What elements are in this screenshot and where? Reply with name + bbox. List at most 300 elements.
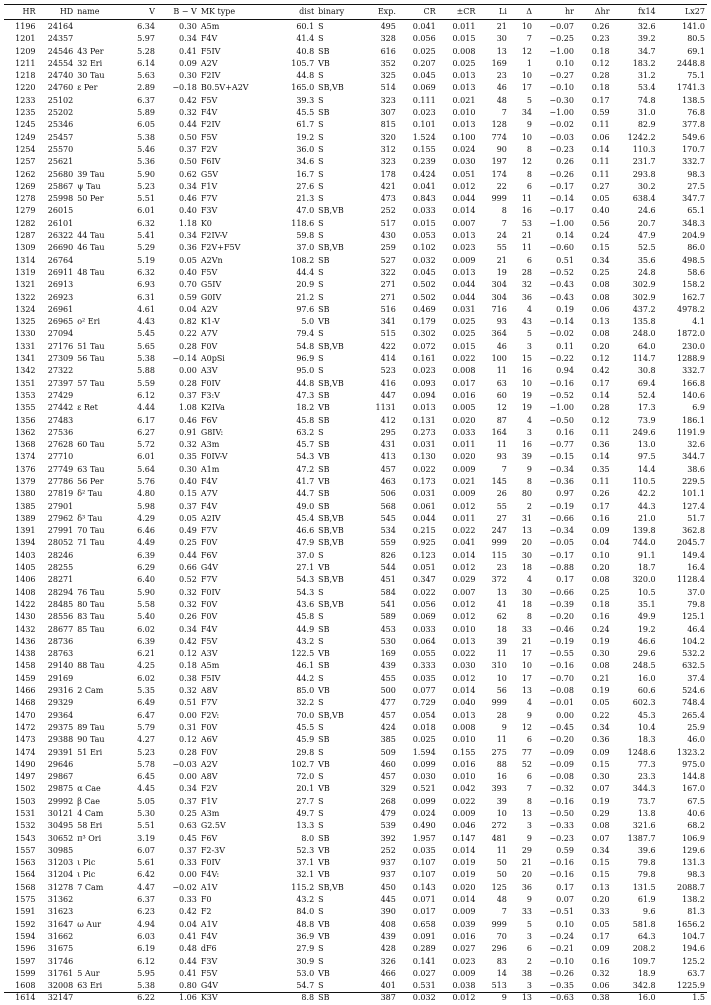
table-cell: SB,VB — [318, 526, 344, 536]
table-row — [4, 820, 707, 832]
table-cell: F4V — [200, 476, 218, 486]
table-cell: 10 — [496, 673, 507, 683]
column-header: dist — [274, 5, 316, 20]
table-cell: S — [318, 34, 324, 44]
table-cell: 0.055 — [412, 649, 436, 659]
table-cell: 2045.7 — [677, 538, 705, 548]
table-cell: 0.729 — [412, 698, 436, 708]
table-cell: ι Pic — [77, 858, 96, 868]
table-cell: 0.26 — [556, 157, 574, 167]
table-cell — [75, 279, 121, 291]
table-cell: 6.17 — [137, 415, 155, 425]
table-cell: 422 — [380, 341, 396, 351]
table-cell: 0.22 — [179, 329, 197, 339]
table-cell: 100 — [491, 354, 507, 364]
table-row — [4, 279, 707, 291]
table-cell: 0.05 — [591, 194, 610, 204]
table-cell: 0.023 — [452, 243, 476, 253]
table-cell: 37.0 — [296, 243, 315, 253]
table-cell: 44.4 — [296, 267, 315, 277]
table-cell: 29140 — [47, 661, 74, 671]
table-cell: 31623 — [47, 907, 74, 917]
table-cell: 71 Tau — [77, 538, 105, 548]
table-cell: 0.013 — [412, 403, 436, 413]
column-header: V — [121, 5, 157, 20]
column-header: binary — [316, 5, 362, 20]
table-cell: 466 — [380, 968, 396, 978]
table-cell — [75, 255, 121, 267]
table-cell: SB — [318, 993, 330, 1003]
table-cell: 26923 — [47, 292, 74, 302]
table-cell: 6.12 — [137, 956, 155, 966]
table-cell: 296 — [491, 944, 507, 954]
table-cell: 0.044 — [452, 280, 476, 290]
table-cell: 31746 — [47, 956, 74, 966]
table-cell: G5V — [200, 169, 219, 179]
table-row — [4, 734, 707, 746]
table-cell: S — [318, 366, 324, 376]
table-cell: 0.008 — [452, 366, 476, 376]
table-cell: 26015 — [47, 206, 74, 216]
table-cell: 13.8 — [637, 809, 656, 818]
table-cell: 24546 — [47, 46, 74, 56]
table-cell: K3V — [200, 993, 218, 1003]
table-cell: 25346 — [47, 120, 74, 130]
table-cell: 52 — [521, 759, 533, 769]
table-cell: 36 — [521, 292, 533, 302]
table-cell: SB,VB — [318, 83, 344, 93]
table-cell: 545 — [380, 513, 396, 523]
table-cell: S — [318, 981, 324, 991]
table-cell: 0.18 — [591, 46, 610, 56]
table-cell: 5.51 — [137, 194, 155, 204]
table-cell: 139.8 — [632, 526, 656, 536]
table-cell: 0.37 — [179, 501, 197, 511]
table-cell: 0.00 — [179, 772, 197, 782]
table-cell: 0.10 — [556, 919, 574, 929]
table-cell: G4V — [200, 981, 219, 991]
table-cell: 0.59 — [591, 108, 610, 118]
table-cell: 53.0 — [296, 968, 315, 978]
table-cell: 131.5 — [632, 882, 656, 892]
table-cell: 0.029 — [452, 575, 476, 585]
table-cell: 0.44 — [179, 956, 197, 966]
table-cell: 0.025 — [412, 46, 436, 56]
table-cell: 1458 — [15, 661, 36, 671]
table-cell: S — [318, 132, 324, 142]
table-cell: 6.39 — [137, 550, 155, 560]
table-cell: 0.37 — [179, 796, 197, 806]
table-row — [4, 107, 707, 119]
table-cell: S — [318, 673, 324, 683]
table-cell: −0.63 — [549, 993, 574, 1003]
table-cell: 0.50 — [179, 132, 197, 142]
table-cell: 6 — [526, 735, 533, 745]
table-cell: 0.14 — [591, 144, 610, 154]
table-cell: 0.32 — [591, 968, 610, 978]
table-cell: 6.01 — [137, 452, 155, 462]
table-cell: K1-V — [200, 317, 220, 327]
table-cell: 125.1 — [682, 612, 705, 622]
table-cell: 52.4 — [637, 390, 656, 400]
table-cell: 30.2 — [637, 181, 656, 191]
table-row — [4, 882, 707, 894]
table-cell: F0V — [200, 599, 218, 609]
table-cell: 748.4 — [682, 698, 705, 708]
table-cell: 272 — [491, 821, 507, 831]
table-cell: 86.0 — [687, 243, 705, 253]
table-cell: 341 — [380, 317, 396, 327]
table-cell: 28246 — [47, 550, 74, 560]
table-cell: 29992 — [47, 796, 74, 806]
table-cell: 1597 — [15, 956, 36, 966]
table-cell: 0.40 — [591, 206, 610, 216]
table-cell: 0.107 — [412, 858, 436, 868]
table-cell: 10 — [521, 661, 533, 671]
table-cell: 0.13 — [591, 317, 610, 327]
table-cell: 0.024 — [412, 809, 436, 818]
table-cell: 47.2 — [296, 464, 315, 474]
table-row — [4, 365, 707, 377]
table-cell: 0.925 — [412, 538, 436, 548]
table-cell: F0IV — [200, 858, 221, 868]
table-cell: 1.18 — [179, 218, 197, 228]
table-cell: 5.64 — [137, 464, 155, 474]
table-cell: 5.28 — [137, 46, 155, 56]
table-cell: 744.0 — [632, 538, 656, 548]
table-cell: F2V — [200, 144, 218, 154]
table-cell: F2IV-V — [200, 231, 228, 241]
table-cell: −0.24 — [549, 931, 574, 941]
table-cell: 28763 — [47, 649, 74, 659]
table-cell: 28052 — [47, 538, 74, 548]
table-cell: 9 — [526, 833, 533, 843]
table-cell: 46.6 — [637, 636, 656, 646]
table-cell: SB,VB — [318, 710, 344, 720]
table-cell: −0.20 — [549, 612, 574, 622]
table-cell: 231.7 — [632, 157, 656, 167]
table-cell: 0.005 — [452, 403, 476, 413]
table-cell: 0.16 — [556, 427, 574, 437]
table-cell: 0.30 — [179, 71, 197, 81]
table-cell: 115.2 — [291, 882, 315, 892]
table-cell: 271 — [380, 280, 396, 290]
table-cell: 47.9 — [637, 231, 656, 241]
table-cell — [75, 759, 121, 771]
table-cell: 102.7 — [291, 759, 315, 769]
table-cell: F3:V — [200, 390, 220, 400]
table-cell: 39 — [521, 452, 533, 462]
table-cell: 0.041 — [452, 538, 476, 548]
table-cell: 7 — [501, 218, 507, 228]
table-cell: 5.30 — [137, 809, 155, 818]
table-cell: F2 — [200, 907, 212, 917]
column-header: CR — [398, 5, 438, 20]
table-cell: 332.7 — [682, 366, 705, 376]
table-cell: dF6 — [200, 944, 217, 954]
table-cell: 0.24 — [591, 231, 610, 241]
table-cell: S — [318, 292, 324, 302]
table-cell: 0.51 — [179, 698, 197, 708]
table-cell: 28 — [496, 710, 507, 720]
data-table — [4, 4, 707, 1005]
table-cell: 32.1 — [296, 870, 315, 880]
table-cell: SB — [318, 624, 330, 634]
table-cell: −0.17 — [549, 181, 574, 191]
table-cell: 67.5 — [687, 796, 705, 806]
table-cell: 0.11 — [591, 476, 610, 486]
table-cell: 4.49 — [137, 538, 155, 548]
table-cell: 0.024 — [452, 144, 476, 154]
table-cell: A1V — [200, 882, 218, 892]
table-cell: 393 — [491, 784, 507, 794]
table-row — [4, 894, 707, 906]
table-cell: 0.49 — [179, 526, 197, 536]
table-row — [4, 771, 707, 783]
table-cell: 60.1 — [296, 22, 315, 31]
table-cell: 48 — [496, 895, 507, 905]
table-cell: 3 — [526, 821, 533, 831]
table-cell: 0.022 — [412, 464, 436, 474]
table-row — [4, 328, 707, 340]
table-cell: 80 Tau — [77, 599, 105, 609]
table-cell: 18.7 — [637, 563, 656, 573]
table-cell: 6.22 — [137, 993, 155, 1003]
table-cell: 37.0 — [687, 587, 705, 597]
table-cell: 79.8 — [637, 858, 656, 868]
table-cell: 248.5 — [632, 661, 656, 671]
table-cell: 79.8 — [637, 870, 656, 880]
table-cell: 43 — [521, 317, 533, 327]
table-cell: 20.1 — [296, 784, 315, 794]
table-cell: F4V — [200, 931, 218, 941]
table-cell: 0.017 — [452, 378, 476, 388]
table-row — [4, 759, 707, 771]
table-cell: 19.2 — [296, 132, 315, 142]
table-cell — [75, 845, 121, 857]
table-cell: 33 — [521, 624, 533, 634]
table-cell: −0.17 — [549, 206, 574, 216]
table-cell: 1325 — [15, 317, 36, 327]
table-cell: 18 — [496, 624, 507, 634]
table-cell: 37.0 — [296, 550, 315, 560]
table-cell: 0.11 — [591, 120, 610, 130]
table-cell: F2IV — [200, 120, 221, 130]
table-cell: 27094 — [47, 329, 74, 339]
table-cell: 1235 — [15, 108, 36, 118]
table-cell: 5.38 — [137, 354, 155, 364]
table-cell: 27.6 — [296, 181, 315, 191]
table-cell: −0.26 — [549, 169, 574, 179]
table-cell: A5m — [200, 22, 220, 31]
table-cell: δ² Tau — [77, 489, 103, 499]
table-cell: 0.141 — [412, 956, 436, 966]
table-cell: 45.8 — [296, 415, 315, 425]
table-cell: 45.5 — [296, 108, 315, 118]
table-cell: −0.39 — [549, 599, 574, 609]
table-cell: F4V — [200, 501, 218, 511]
table-cell: 0.069 — [412, 83, 436, 93]
table-cell: 5.98 — [137, 501, 155, 511]
table-cell: 27309 — [47, 354, 74, 364]
table-cell: 20.7 — [637, 218, 656, 228]
table-cell: 28677 — [47, 624, 74, 634]
table-cell: 10 — [521, 22, 533, 31]
table-cell: 53 — [521, 218, 533, 228]
table-cell: 312 — [380, 144, 396, 154]
table-cell: 2.89 — [137, 83, 155, 93]
table-cell: S — [318, 772, 324, 782]
table-cell: 63.7 — [687, 968, 705, 978]
table-cell: 62 — [496, 612, 507, 622]
table-cell — [75, 304, 121, 316]
table-cell: A3V — [200, 649, 218, 659]
table-cell: 3 — [526, 427, 533, 437]
table-cell: 1262 — [15, 169, 36, 179]
table-cell: 4.25 — [137, 661, 155, 671]
table-cell: 0.093 — [412, 378, 436, 388]
table-cell: 1233 — [15, 95, 36, 105]
table-cell: 44.8 — [296, 378, 315, 388]
table-cell: 115 — [491, 550, 507, 560]
table-cell: A3m — [200, 440, 220, 450]
table-cell: 26965 — [47, 317, 74, 327]
table-cell: 29646 — [47, 759, 74, 769]
table-cell: VB — [318, 931, 330, 941]
table-cell: 0.26 — [591, 22, 610, 31]
table-cell: 5.78 — [137, 759, 155, 769]
table-cell: F0V — [200, 722, 218, 732]
table-cell: −0.60 — [549, 243, 574, 253]
table-cell: 0.347 — [412, 575, 436, 585]
table-cell: 13 — [521, 526, 533, 536]
table-cell — [75, 218, 121, 230]
table-cell: A1V — [200, 919, 218, 929]
table-cell: 0.012 — [452, 673, 476, 683]
table-cell: 50 — [496, 858, 507, 868]
table-cell: 265.4 — [682, 710, 705, 720]
table-cell: −0.32 — [549, 784, 574, 794]
table-cell: 0.18 — [179, 661, 197, 671]
table-cell: 19 — [521, 403, 533, 413]
table-cell: S — [318, 944, 324, 954]
table-cell: 0.020 — [452, 882, 476, 892]
table-row — [4, 919, 707, 931]
table-cell: 1376 — [15, 464, 36, 474]
table-row — [4, 156, 707, 168]
table-cell: 1594 — [15, 931, 36, 941]
table-cell: 0.14 — [591, 452, 610, 462]
table-cell: F0IV — [200, 587, 221, 597]
table-cell: 0.17 — [591, 501, 610, 511]
table-cell: 0.027 — [412, 968, 436, 978]
column-header: fx14 — [612, 5, 658, 20]
table-cell: 63 — [496, 378, 507, 388]
table-cell: 13 — [521, 809, 533, 818]
table-cell: F1V — [200, 796, 218, 806]
table-cell: 20 — [521, 870, 533, 880]
table-cell: −0.52 — [549, 267, 574, 277]
table-cell: 1288.9 — [677, 354, 705, 364]
table-cell: 19 — [521, 390, 533, 400]
table-row — [4, 710, 707, 722]
table-cell — [75, 427, 121, 439]
table-cell: 0.014 — [452, 550, 476, 560]
table-cell: S — [318, 144, 324, 154]
table-cell: 58.6 — [687, 267, 705, 277]
table-cell: 18.3 — [637, 735, 656, 745]
table-row — [4, 341, 707, 353]
table-cell: SB,VB — [318, 538, 344, 548]
table-row — [4, 747, 707, 759]
table-cell: 0.010 — [452, 772, 476, 782]
table-cell: F2IV — [200, 71, 221, 81]
table-cell: 6.01 — [137, 206, 155, 216]
table-cell: 75.1 — [687, 71, 705, 81]
table-cell: 26690 — [47, 243, 74, 253]
table-cell: −0.16 — [549, 870, 574, 880]
table-cell — [75, 562, 121, 574]
table-cell: 460 — [380, 759, 396, 769]
table-cell: 0.27 — [591, 181, 610, 191]
table-cell: 135.8 — [632, 317, 656, 327]
table-cell: 1324 — [15, 304, 36, 314]
table-cell: 1.08 — [179, 403, 197, 413]
table-cell: 0.023 — [412, 366, 436, 376]
column-header: MK type — [199, 5, 274, 20]
table-cell: SB — [318, 108, 330, 118]
table-cell: 344.3 — [632, 784, 656, 794]
table-cell: 1385 — [15, 501, 36, 511]
table-cell: ω Aur — [77, 919, 102, 929]
table-cell: 0.36 — [591, 440, 610, 450]
table-cell: 6 — [526, 944, 533, 954]
table-row — [4, 980, 707, 992]
table-cell: 0.07 — [556, 895, 574, 905]
table-cell — [75, 33, 121, 45]
table-cell: 73.9 — [637, 415, 656, 425]
table-cell: 999 — [491, 538, 507, 548]
table-cell: −0.16 — [549, 378, 574, 388]
table-cell — [75, 365, 121, 377]
table-cell: 1497 — [15, 772, 36, 782]
table-row — [4, 906, 707, 918]
table-cell: 0.056 — [412, 34, 436, 44]
table-cell: 9.6 — [642, 907, 656, 917]
table-row — [4, 673, 707, 685]
table-cell: 0.38 — [179, 673, 197, 683]
column-header: B − V — [157, 5, 199, 20]
table-cell: −0.03 — [172, 759, 197, 769]
table-row — [4, 205, 707, 217]
table-cell: 0.179 — [412, 317, 436, 327]
table-cell: 39 — [496, 796, 507, 806]
table-cell: 293.8 — [632, 169, 656, 179]
table-cell: 0.17 — [591, 931, 610, 941]
table-cell: 5.72 — [137, 440, 155, 450]
table-cell: 0.031 — [412, 489, 436, 499]
table-cell: 1314 — [15, 255, 36, 265]
table-cell: 6 — [526, 255, 533, 265]
table-cell: 362.8 — [682, 526, 705, 536]
table-cell: VB — [318, 968, 330, 978]
table-cell: 0.23 — [591, 34, 610, 44]
table-cell: VB — [318, 58, 330, 68]
table-cell: 5.90 — [137, 587, 155, 597]
table-cell: 6.02 — [137, 624, 155, 634]
table-cell: 0.502 — [412, 292, 436, 302]
table-cell: 0.020 — [452, 452, 476, 462]
